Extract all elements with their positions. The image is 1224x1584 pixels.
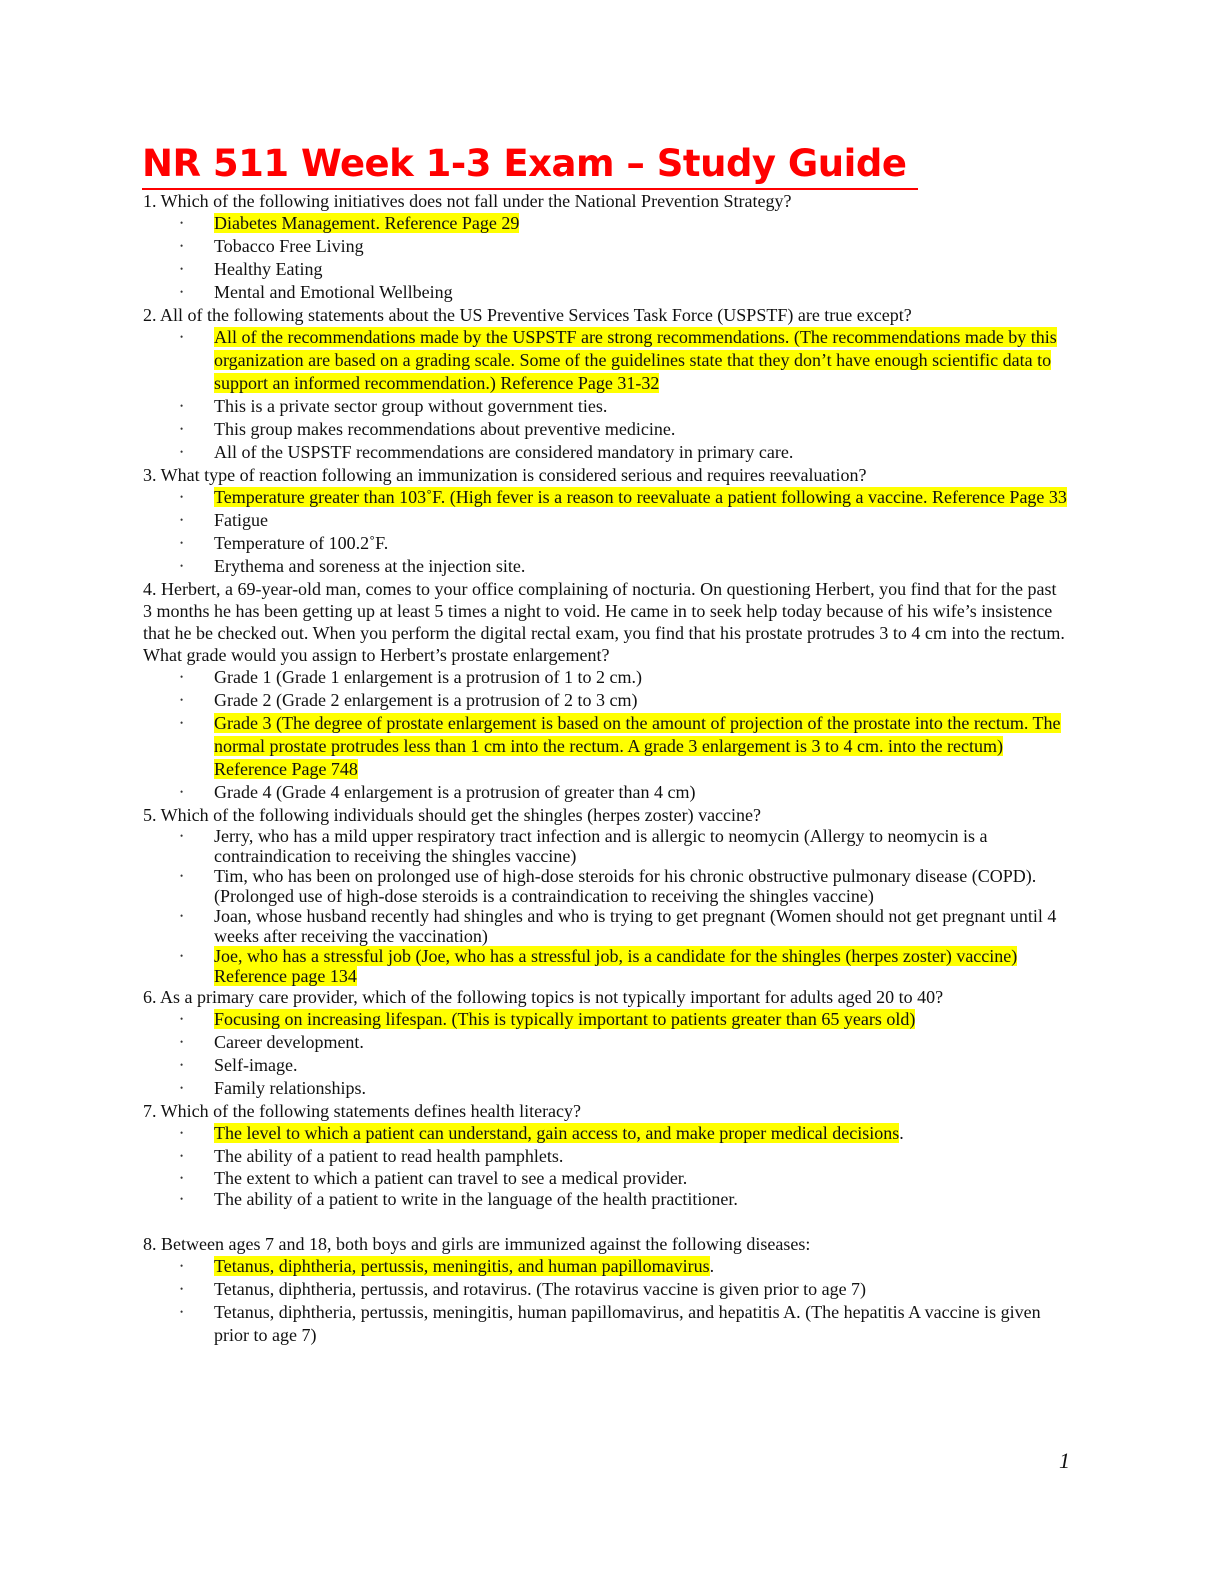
- answer-option: [214, 866, 1068, 906]
- answer-options: [214, 666, 1068, 804]
- answer-text: Grade 4 (Grade 4 enlargement is a protrusion of greater than 4 cm): [214, 782, 696, 802]
- answer-option: [214, 555, 1068, 578]
- answer-options: [214, 212, 1068, 304]
- answer-text: This group makes recommendations about preventive medicine.: [214, 419, 676, 439]
- correct-answer-highlight: Tetanus, diphtheria, pertussis, meningitis, and human papillomavirus: [214, 1256, 710, 1276]
- answer-options: [214, 1008, 1068, 1100]
- answer-text: Erythema and soreness at the injection site.: [214, 556, 526, 576]
- answer-option: [214, 1031, 1068, 1054]
- answer-option: [214, 1188, 1068, 1211]
- section-gap: [143, 1211, 1068, 1233]
- question-text: 4. Herbert, a 69-year-old man, comes to your office complaining of nocturia. On questioning Herbert, you find that for the past 3 months he has been getting up at least 5 times a night to void. He came in to seek help today because of his wife’s insistence that he be checked out. When you perform the digital rectal exam, you find that his prostate protrudes 3 to 4 cm into the rectum. What grade would you assign to Herbert’s prostate enlargement?: [143, 579, 1065, 665]
- answer-option: [214, 906, 1068, 946]
- answer-option: [214, 258, 1068, 281]
- answer-text: Family relationships.: [214, 1078, 366, 1098]
- answer-option: [214, 326, 1068, 395]
- question-text: 5. Which of the following individuals should get the shingles (herpes zoster) vaccine?: [143, 805, 762, 825]
- answer-text: Healthy Eating: [214, 259, 323, 279]
- correct-answer-highlight: Focusing on increasing lifespan. (This is typically important to patients greater than 65 years old): [214, 1009, 916, 1029]
- answer-text: Mental and Emotional Wellbeing: [214, 282, 453, 302]
- answer-option: [214, 1122, 1068, 1145]
- answer-option: [214, 1145, 1068, 1168]
- answer-text: This is a private sector group without government ties.: [214, 396, 608, 416]
- correct-answer-highlight: All of the recommendations made by the USPSTF are strong recommendations. (The recommendations made by this organization are based on a grading scale. Some of the guidelines state that they don’t have enough scientific data to support an informed recommendation.) Reference Page 31-32: [214, 327, 1057, 393]
- answer-text: All of the USPSTF recommendations are considered mandatory in primary care.: [214, 442, 794, 462]
- answer-text: Tim, who has been on prolonged use of high-dose steroids for his chronic obstructive pulmonary disease (COPD). (Prolonged use of high-dose steroids is a contraindication to receiving the shingles vaccine): [214, 866, 1037, 906]
- question-text: 6. As a primary care provider, which of the following topics is not typically important for adults aged 20 to 40?: [143, 987, 944, 1007]
- answer-text: Tetanus, diphtheria, pertussis, and rotavirus. (The rotavirus vaccine is given prior to age 7): [214, 1279, 867, 1299]
- answer-option: [214, 486, 1068, 509]
- answer-option: [214, 1054, 1068, 1077]
- correct-answer-highlight: Temperature greater than 103˚F. (High fever is a reason to reevaluate a patient following a vaccine. Reference Page 33: [214, 487, 1067, 507]
- answer-option: [214, 532, 1068, 555]
- answer-option: [214, 781, 1068, 804]
- answer-text: The extent to which a patient can travel to see a medical provider.: [214, 1168, 688, 1188]
- answer-options: [214, 1122, 1068, 1211]
- correct-answer-highlight: Grade 3 (The degree of prostate enlargement is based on the amount of projection of the prostate into the rectum. The normal prostate protrudes less than 1 cm into the rectum. A grade 3 enlargement is 3 to 4 cm. into the rectum) Reference Page 748: [214, 713, 1061, 779]
- answer-text: .: [709, 1256, 715, 1276]
- question-list: [143, 190, 1068, 1347]
- page-number: 1: [1059, 1448, 1070, 1473]
- answer-option: [214, 509, 1068, 532]
- answer-text: Jerry, who has a mild upper respiratory tract infection and is allergic to neomycin (Allergy to neomycin is a contraindication to receiving the shingles vaccine): [214, 826, 988, 866]
- answer-text: The ability of a patient to write in the language of the health practitioner.: [214, 1189, 738, 1209]
- answer-text: .: [899, 1123, 904, 1143]
- answer-option: [214, 666, 1068, 689]
- question-text: 2. All of the following statements about the US Preventive Services Task Force (USPSTF) are true except?: [143, 305, 912, 325]
- correct-answer-highlight: Diabetes Management. Reference Page 29: [214, 213, 520, 233]
- answer-option: [214, 1077, 1068, 1100]
- question-text: 8. Between ages 7 and 18, both boys and girls are immunized against the following diseases:: [143, 1234, 811, 1254]
- answer-options: [214, 486, 1068, 578]
- answer-option: [214, 946, 1068, 986]
- answer-option: [214, 1168, 1068, 1188]
- answer-options: [214, 826, 1068, 986]
- answer-options: [214, 326, 1068, 464]
- answer-option: [214, 418, 1068, 441]
- correct-answer-highlight: The level to which a patient can understand, gain access to, and make proper medical decisions: [214, 1123, 900, 1143]
- correct-answer-highlight: Joe, who has a stressful job (Joe, who has a stressful job, is a candidate for the shingles (herpes zoster) vaccine) Reference page 134: [214, 946, 1018, 986]
- answer-text: Joan, whose husband recently had shingles and who is trying to get pregnant (Women should not get pregnant until 4 weeks after receiving the vaccination): [214, 906, 1057, 946]
- answer-text: The ability of a patient to read health pamphlets.: [214, 1146, 564, 1166]
- answer-text: Career development.: [214, 1032, 364, 1052]
- answer-option: [214, 1301, 1068, 1347]
- answer-option: [214, 1008, 1068, 1031]
- answer-option: [214, 1278, 1068, 1301]
- answer-option: [214, 1255, 1068, 1278]
- answer-text: Tetanus, diphtheria, pertussis, meningitis, human papillomavirus, and hepatitis A. (The hepatitis A vaccine is given prior to age 7): [214, 1302, 1041, 1345]
- answer-option: [214, 712, 1068, 781]
- answer-text: Grade 2 (Grade 2 enlargement is a protrusion of 2 to 3 cm): [214, 690, 638, 710]
- answer-options: [214, 1255, 1068, 1347]
- document-title: NR 511 Week 1-3 Exam – Study Guide: [142, 140, 918, 190]
- answer-text: Self-image.: [214, 1055, 298, 1075]
- answer-text: Fatigue: [214, 510, 268, 530]
- answer-text: Grade 1 (Grade 1 enlargement is a protrusion of 1 to 2 cm.): [214, 667, 643, 687]
- answer-option: [214, 235, 1068, 258]
- answer-option: [214, 441, 1068, 464]
- question-text: 3. What type of reaction following an immunization is considered serious and requires reevaluation?: [143, 465, 867, 485]
- answer-option: [214, 212, 1068, 235]
- answer-text: Temperature of 100.2˚F.: [214, 533, 389, 553]
- answer-option: [214, 395, 1068, 418]
- answer-option: [214, 689, 1068, 712]
- question-text: 7. Which of the following statements defines health literacy?: [143, 1101, 582, 1121]
- question-text: 1. Which of the following initiatives does not fall under the National Prevention Strategy?: [143, 191, 792, 211]
- answer-option: [214, 281, 1068, 304]
- answer-text: Tobacco Free Living: [214, 236, 364, 256]
- answer-option: [214, 826, 1068, 866]
